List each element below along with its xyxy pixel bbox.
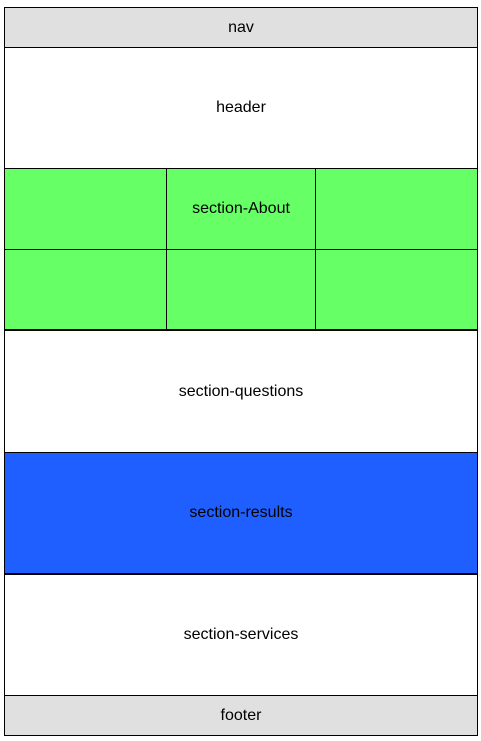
section-about-label: section-About	[192, 200, 290, 217]
footer-label: footer	[220, 706, 262, 724]
section-services-block	[4, 574, 478, 696]
section-about-grid	[5, 169, 477, 329]
nav-label: nav	[228, 18, 254, 36]
header-label: header	[216, 99, 266, 116]
section-results-label: section-results	[189, 504, 293, 521]
section-questions-block	[4, 330, 478, 453]
section-services-label: section-services	[183, 626, 299, 643]
header-block	[4, 47, 478, 169]
section-results-block	[4, 452, 478, 574]
section-questions-label: section-questions	[178, 382, 304, 400]
section-about-block	[4, 168, 478, 330]
nav-block	[4, 7, 478, 48]
layout-diagram	[4, 7, 478, 737]
section-about-label-cell	[167, 169, 315, 249]
footer-block	[4, 695, 478, 736]
grid-line-horizontal	[5, 249, 477, 250]
